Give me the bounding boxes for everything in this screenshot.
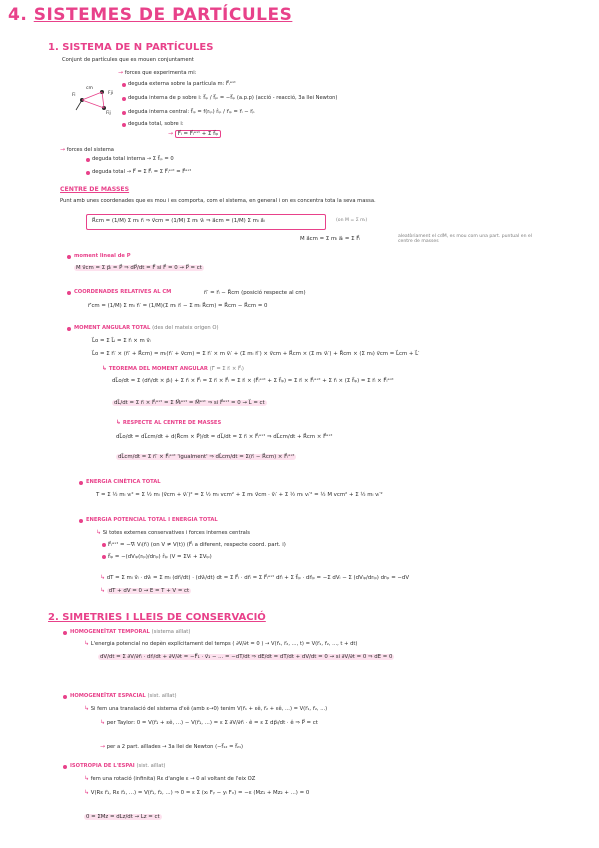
force-item-1: deguda externa sobre la partícula m: F⃗ᵢᵉˣᵗ xyxy=(128,82,236,88)
cm-eq-result: M a⃗cm = Σ mᵢ a⃗ᵢ = Σ F⃗ᵢ xyxy=(300,236,361,242)
item-coord-rel-eq: r⃗ᵢ′ = r⃗ᵢ − R⃗cm (posició respecte al cm) xyxy=(204,290,306,296)
diagram-label-fi: Fi xyxy=(72,93,76,98)
force-total-eq: → F⃗ᵢ = F⃗ᵢᵉˣᵗ + Σ f⃗ᵢₚ xyxy=(168,131,221,138)
temporal-eq: dV/dt = Σ ∂V/∂r⃗ᵢ · dr⃗ᵢ/dt + ∂V/∂t = −F⃗₁ · v⃗₁ − ... = −dT/dt ⇒ dE/dt = dT/dt + dV/dt = 0 → si ∂V/∂t = 0 ⇒ dE = 0 xyxy=(100,654,393,660)
cm-eq-result-note: aleatòriament el cdM, es mou com una part. puntual en el centre de masses xyxy=(398,234,533,245)
particles-diagram xyxy=(72,82,122,116)
kinetic-label: ENERGIA CINÈTICA TOTAL xyxy=(86,480,161,486)
spatial-text: ↳ Si fem una translació del sistema d'εê (amb ε→0) tenim V(r⃗₁ + εê, r⃗₂ + εê, ...) = V(r⃗₁, r⃗₂, ...) xyxy=(84,705,328,712)
isotropy-eq: ↳ V(Rε r⃗₁, Rε r⃗₂, ...) = V(r⃗₁, r⃗₂, ...) ⇒ 0 = ε Σ (xᵢ Fᵧ − yᵢ Fₓ) = −ε (Mz₁ + Mz₂ + ...) = 0 xyxy=(84,789,310,796)
isotropy-result: 0 = ΣMz = dLz/dt → Lz = ct xyxy=(86,814,160,820)
cm-resp-eq-2: dL⃗cm/dt = Σ r⃗ᵢ′ × F⃗ᵢᵉˣᵗ 'igualment' ⇒ dL⃗cm/dt = Σ(r⃗ᵢ − R⃗cm) × F⃗ᵢᵉˣᵗ xyxy=(118,454,295,460)
teorem-label: ↳ TEOREMA DEL MOMENT ANGULAR (Γ⃗ = Σ r⃗ᵢ × F⃗ᵢ) xyxy=(102,365,244,372)
cm-resp-label: ↳ RESPECTE AL CENTRE DE MASSES xyxy=(116,419,222,426)
force-line-ik xyxy=(82,100,104,108)
spatial-note: → per a 2 part. aïllades → 3a llei de Newton (−f⃗₁₂ = f⃗₂₁) xyxy=(100,743,244,750)
force-line-jk xyxy=(102,92,104,108)
potential-eq-1: F⃗ᵢᵉˣᵗ = −∇⃗ᵢ Vᵢ(r⃗ᵢ) (on V ≠ V(t)) (F⃗ᵢ a diferent, respecte coord. part. i) xyxy=(108,542,286,548)
diagram-label-cm: cm xyxy=(86,86,93,91)
item-moment-angular-label: MOMENT ANGULAR TOTAL (des del mateix origen O) xyxy=(74,326,218,332)
isotropy-text: ↳ fem una rotació (infinita) Rε d'angle ε → 0 al voltant de l'eix OZ xyxy=(84,775,256,782)
kinetic-eq: T = Σ ½ mᵢ vᵢ² = Σ ½ mᵢ (v⃗cm + v⃗ᵢ′)² = Σ ½ mᵢ vcm² + Σ mᵢ v⃗cm · v⃗ᵢ′ + Σ ½ mᵢ vᵢ′² = ½ M vcm² + Σ ½ mᵢ vᵢ′² xyxy=(96,492,383,498)
temporal-text: ↳ L'energia potencial no depèn explícitament del temps ( ∂V/∂t = 0 ) → V(r⃗₁, r⃗₂, ..., t) = V(r⃗₁, r⃗₂, ..., t + dt) xyxy=(84,640,358,647)
potential-eq-2: f⃗ᵢₚ = −(dVᵢₚ(rᵢₚ)/drᵢₚ) r̂ᵢₚ (V = ΣVᵢ + ΣVᵢₚ) xyxy=(108,554,212,560)
potential-label: ENERGIA POTENCIAL TOTAL I ENERGIA TOTAL xyxy=(86,518,218,524)
potential-eq-4: ↳ dT + dV = 0 → E = T + V = ct xyxy=(100,587,190,594)
item-coord-rel-label: COORDENADES RELATIVES AL CM xyxy=(74,290,171,296)
potential-eq-3: ↳ dT = Σ mᵢ v⃗ᵢ · dv⃗ᵢ = Σ mᵢ (dr⃗ᵢ/dt) · (dv⃗ᵢ/dt) dt = Σ F⃗ᵢ · dr⃗ᵢ = Σ F⃗ᵢᵉˣᵗ dr⃗ᵢ + Σ f⃗ᵢₚ · dr⃗ᵢₚ = −Σ dVᵢ − Σ (dVᵢₚ/drᵢₚ) drᵢₚ = −dV xyxy=(100,574,410,581)
spatial-eq: ↳ per Taylor: 0 = V(r⃗₁ + εê, ...) − V(r⃗₁, ...) = ε Σ ∂V/∂r⃗ᵢ · ê = ε Σ dp⃗ᵢ/dt · ê ⇒ P⃗ = ct xyxy=(100,719,318,726)
angular-eq-2: L⃗o = Σ r⃗ᵢ′ × (r⃗ᵢ′ + R⃗cm) = mᵢ(r⃗ᵢ′ + v⃗cm) = Σ r⃗ᵢ′ × m v⃗ᵢ′ + (Σ mᵢ r⃗ᵢ′) × v⃗cm + R⃗cm × (Σ mᵢ v⃗ᵢ′) + R⃗cm × (Σ mᵢ) v⃗cm = L⃗cm + L⃗′ xyxy=(92,351,420,357)
section-1-heading: 1. SISTEMA DE N PARTÍCULES xyxy=(48,42,214,53)
cm-heading: CENTRE DE MASSES xyxy=(60,186,130,193)
forces-intro: → forces que experimenta mi: xyxy=(118,69,197,76)
section-2-heading: 2. SIMETRIES I LLEIS DE CONSERVACIÓ xyxy=(48,612,266,623)
teorem-eq-2: dL⃗/dt = Σ r⃗ᵢ × F⃗ᵢᵉˣᵗ = Σ M⃗ᵢᵉˣᵗ = M⃗ᵉˣᵗ ⇒ si F⃗ᵉˣᵗ = 0 → L⃗ = ct xyxy=(114,400,265,406)
potential-sub: ↳ Si totes externes conservatives i forces internes centrals xyxy=(96,529,250,536)
external-force-arrow xyxy=(76,100,82,110)
cm-eq: R⃗cm = (1/M) Σ mᵢ r⃗ᵢ ⇒ v⃗cm = (1/M) Σ mᵢ v⃗ᵢ ⇒ a⃗cm = (1/M) Σ mᵢ a⃗ᵢ xyxy=(92,218,265,224)
isotropy-label: ISOTROPIA DE L'ESPAI (sist. aïllat) xyxy=(70,764,165,770)
spatial-label: HOMOGENEÏTAT ESPACIAL (sist. aïllat) xyxy=(70,694,176,700)
item-moment-lineal-eq: M v⃗cm = Σ p⃗ᵢ = P⃗ ⇒ dP⃗/dt = F⃗ si F⃗ = 0 → P⃗ = ct xyxy=(76,265,202,271)
system-forces-label: → forces del sistema xyxy=(60,146,114,153)
s1-intro: Conjunt de partícules que es mouen conjuntament xyxy=(62,57,194,63)
teorem-eq-1: dL⃗o/dt = Σ (dr⃗ᵢ/dt × p⃗ᵢ) + Σ r⃗ᵢ × F⃗ᵢ = Σ r⃗ᵢ × F⃗ᵢ = Σ r⃗ᵢ × (F⃗ᵢᵉˣᵗ + Σ f⃗ᵢₚ) = Σ r⃗ᵢ × F⃗ᵢᵉˣᵗ + Σ r⃗ᵢ × (Σ f⃗ᵢₚ) = Σ r⃗ᵢ × F⃗ᵢᵉˣᵗ xyxy=(112,378,394,384)
cm-eq-note: (on M = Σ mᵢ) xyxy=(336,218,368,223)
diagram-label-fij: Fij xyxy=(106,111,111,116)
angular-eq-1: L⃗o = Σ L⃗ᵢ = Σ r⃗ᵢ × m v⃗ᵢ xyxy=(92,338,151,344)
force-item-4: deguda total, sobre i: xyxy=(128,122,184,128)
force-item-2: deguda interna de p sobre i: f⃗ᵢₚ / f⃗ₚᵢ = −f⃗ᵢₚ (a.p.p) (acció - reacció, 3a llei Newton) xyxy=(128,96,337,102)
diagram-label-fji: Fji xyxy=(108,91,114,96)
page-title: 4. SISTEMES DE PARTÍCULES xyxy=(8,5,293,25)
system-force-item-1: deguda total interna → Σ f⃗ᵢₚ = 0 xyxy=(92,157,174,163)
temporal-label: HOMOGENEÏTAT TEMPORAL (sistema aïllat) xyxy=(70,630,190,636)
force-line-ij xyxy=(82,92,102,100)
cm-resp-eq-1: dL⃗o/dt = dL⃗cm/dt + d(R⃗cm × P⃗)/dt = dL⃗/dt = Σ r⃗ᵢ × F⃗ᵢᵉˣᵗ ⇒ dL⃗cm/dt + R⃗cm × F⃗ᵉˣᵗ xyxy=(116,434,333,440)
item-moment-lineal-label: moment lineal de P xyxy=(74,254,131,260)
force-item-3: deguda interna central: f⃗ᵢₚ = f(rᵢₚ) r̂ᵢₚ / r⃗ᵢₚ = r⃗ᵢ − r⃗ₚ xyxy=(128,110,255,116)
cm-intro: Punt amb unes coordenades que es mou i es comporta, com el sistema, en general i on es concentra tota la seva massa. xyxy=(60,198,376,204)
item-coord-rel-eq2: r⃗′cm = (1/M) Σ mᵢ r⃗ᵢ′ = (1/M)(Σ mᵢ r⃗ᵢ − Σ mᵢ R⃗cm) = R⃗cm − R⃗cm = 0 xyxy=(88,303,268,309)
system-force-item-2: deguda total → F⃗ = Σ F⃗ᵢ = Σ F⃗ᵢᵉˣᵗ = F⃗ᵉˣᵗ xyxy=(92,170,191,176)
